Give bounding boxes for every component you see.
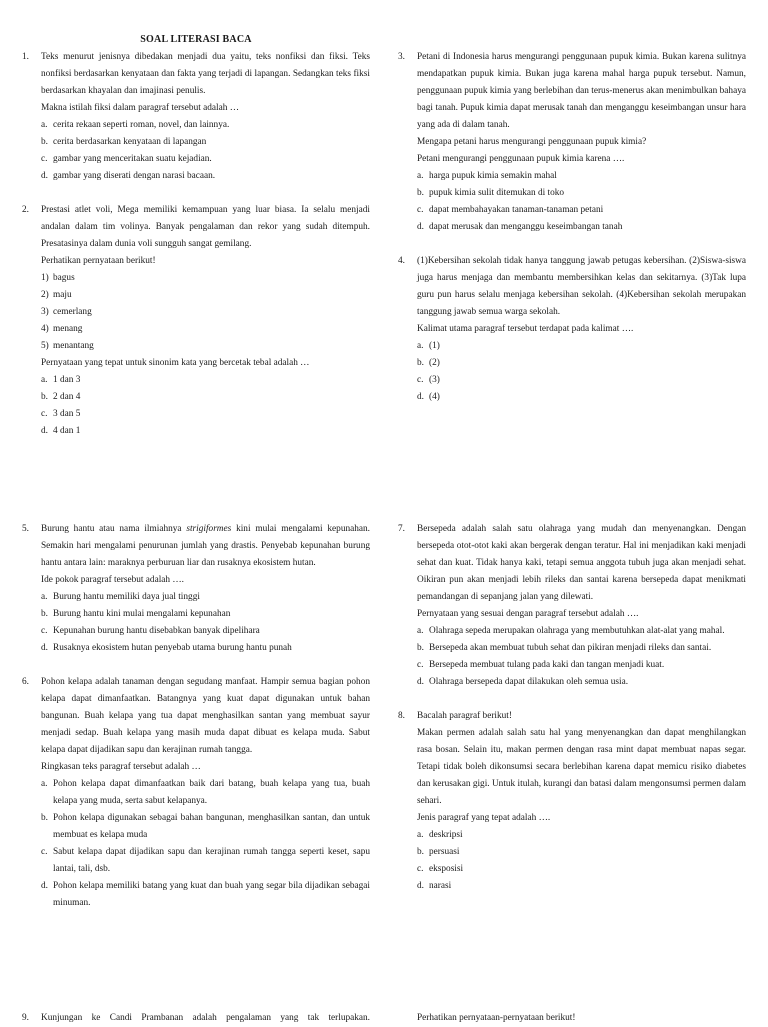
- option-letter: c.: [41, 626, 48, 636]
- statement-number: 1): [41, 273, 49, 283]
- option-letter: d.: [417, 677, 424, 687]
- option-text: (3): [429, 375, 440, 385]
- answer-option-a[interactable]: [41, 589, 370, 606]
- question-5: [22, 521, 370, 657]
- answer-option-b[interactable]: [417, 640, 746, 657]
- answer-option-d[interactable]: [417, 219, 746, 236]
- question-number: 7.: [398, 524, 405, 534]
- option-letter: d.: [417, 222, 424, 232]
- passage-text: kini mulai mengalami kepunahan. Semakin hari mengalami penurunan jumlah yang drastis. Penyebab kepunahan burung hantu antara lain: maraknya perburuan liar dan rusaknya ekosistem hutan.: [41, 524, 370, 568]
- answer-option-c[interactable]: [41, 844, 370, 878]
- question-8: [398, 708, 746, 895]
- option-letter: b.: [41, 609, 48, 619]
- question-passage: [41, 521, 370, 572]
- question-number: 5.: [22, 524, 29, 534]
- option-letter: a.: [41, 779, 48, 789]
- option-text: Olahraga bersepeda dapat dilakukan oleh semua usia.: [429, 677, 629, 687]
- answer-option-d[interactable]: [41, 168, 370, 185]
- option-letter: d.: [417, 392, 424, 402]
- question-7: [398, 521, 746, 691]
- question-number: 1.: [22, 52, 29, 62]
- question-text: Mengapa petani harus mengurangi penggunaan pupuk kimia?: [417, 137, 647, 147]
- question-prompt: Kalimat utama paragraf tersebut terdapat pada kalimat ….: [417, 324, 634, 334]
- answer-option-b[interactable]: [41, 810, 370, 844]
- option-text: Burung hantu memiliki daya jual tinggi: [53, 592, 200, 602]
- statement-text: cemerlang: [53, 307, 92, 317]
- option-text: Bersepeda membuat tulang pada kaki dan tangan menjadi kuat.: [429, 660, 665, 670]
- scientific-name: strigiformes: [186, 524, 232, 534]
- answer-option-b[interactable]: [41, 389, 370, 406]
- answer-option-a[interactable]: [417, 168, 746, 185]
- statement-number: 2): [41, 290, 49, 300]
- question-1: [22, 49, 370, 185]
- option-text: Sabut kelapa dapat dijadikan sapu dan kerajinan rumah tangga seperti keset, sapu lantai, tali, dsb.: [53, 847, 370, 874]
- question-prompt: Pernyataan yang tepat untuk sinonim kata yang bercetak tebal adalah …: [41, 358, 310, 368]
- question-number: 3.: [398, 52, 405, 62]
- answer-option-d[interactable]: [417, 674, 746, 691]
- answer-option-a[interactable]: [41, 372, 370, 389]
- option-letter: d.: [41, 881, 48, 891]
- option-text: cerita rekaan seperti roman, novel, dan lainnya.: [53, 120, 230, 130]
- answer-option-c[interactable]: [417, 202, 746, 219]
- option-letter: a.: [41, 592, 48, 602]
- option-text: cerita berdasarkan kenyataan di lapangan: [53, 137, 207, 147]
- option-letter: c.: [41, 409, 48, 419]
- option-letter: c.: [41, 154, 48, 164]
- option-letter: a.: [417, 341, 424, 351]
- question-passage: Pohon kelapa adalah tanaman dengan segudang manfaat. Hampir semua bagian pohon kelapa dapat dimanfaatkan. Batangnya yang kuat dapat digunakan untuk bahan bangunan. Buah kelapa yang tua dapat menghasilkan santan yang membuat sayur menjadi sedap. Buah kelapa yang masih muda dapat dibuat es kelapa muda. Sabut kelapa dapat dijadikan sapu dan kerajinan rumah tangga.: [41, 677, 370, 755]
- question-2: [22, 202, 370, 440]
- option-letter: b.: [41, 392, 48, 402]
- option-letter: b.: [417, 643, 424, 653]
- question-9: [22, 1010, 370, 1027]
- option-letter: d.: [417, 881, 424, 891]
- question-10: [398, 1010, 746, 1027]
- option-letter: c.: [417, 864, 424, 874]
- option-text: Pohon kelapa digunakan sebagai bahan bangunan, menghasilkan santan, dan untuk membuat es kelapa muda: [53, 813, 370, 840]
- option-letter: a.: [41, 375, 48, 385]
- option-text: Bersepeda akan membuat tubuh sehat dan pikiran menjadi rileks dan santai.: [429, 643, 712, 653]
- passage-text: Burung hantu atau nama ilmiahnya: [41, 524, 187, 534]
- answer-option-c[interactable]: [417, 657, 746, 674]
- statement-item: [41, 338, 370, 355]
- option-text: 2 dan 4: [53, 392, 81, 402]
- question-passage: Prestasi atlet voli, Mega memiliki kemampuan yang luar biasa. Ia selalu menjadi andalan dalam tim volinya. Banyak pengalaman dan rekor yang sudah ditempuh. Presatasinya dalam dunia voli sungguh sangat gemilang.: [41, 205, 370, 249]
- statement-list: [41, 270, 370, 355]
- option-text: eksposisi: [429, 864, 464, 874]
- question-number: 2.: [22, 205, 29, 215]
- option-text: Rusaknya ekosistem hutan penyebab utama burung hantu punah: [53, 643, 292, 653]
- statement-item: [41, 304, 370, 321]
- statement-item: [41, 270, 370, 287]
- option-letter: b.: [41, 137, 48, 147]
- option-text: dapat merusak dan menganggu keseimbangan tanah: [429, 222, 623, 232]
- option-text: gambar yang menceritakan suatu kejadian.: [53, 154, 212, 164]
- option-letter: a.: [41, 120, 48, 130]
- option-text: Pohon kelapa dapat dimanfaatkan baik dari batang, buah kelapa yang tua, buah kelapa yang muda, serta sabut kelapanya.: [53, 779, 370, 806]
- answer-option-b[interactable]: [417, 185, 746, 202]
- question-number: 8.: [398, 711, 405, 721]
- question-number: 4.: [398, 256, 405, 266]
- option-letter: a.: [417, 171, 424, 181]
- question-3: [398, 49, 746, 236]
- option-text: deskripsi: [429, 830, 463, 840]
- option-text: Olahraga sepeda merupakan olahraga yang membutuhkan alat-alat yang mahal.: [429, 626, 725, 636]
- question-prompt: Ringkasan teks paragraf tersebut adalah …: [41, 762, 201, 772]
- option-text: pupuk kimia sulit ditemukan di toko: [429, 188, 565, 198]
- question-prompt: Ide pokok paragraf tersebut adalah ….: [41, 575, 185, 585]
- option-letter: b.: [417, 188, 424, 198]
- question-passage: Makan permen adalah salah satu hal yang menyenangkan dan dapat menghilangkan rasa bosan. Selain itu, makan permen dengan rasa mint dapat membuat napas segar. Tetapi tidak boleh dikonsumsi secara berlebihan karena dapat memicu risiko diabetes dan kerusakan gigi. Untuk itulah, kurangi dan batasi dalam mengonsumsi permen dalam sehari.: [417, 728, 746, 806]
- question-prompt: Pernyataan yang sesuai dengan paragraf tersebut adalah ….: [417, 609, 639, 619]
- option-text: persuasi: [429, 847, 460, 857]
- answer-option-a[interactable]: [417, 827, 746, 844]
- option-text: 1 dan 3: [53, 375, 81, 385]
- option-letter: c.: [417, 660, 424, 670]
- option-letter: b.: [417, 847, 424, 857]
- statement-number: 5): [41, 341, 49, 351]
- question-number: 6.: [22, 677, 29, 687]
- question-intro: Perhatikan pernyataan-pernyataan berikut!: [417, 1013, 576, 1023]
- option-text: Burung hantu kini mulai mengalami kepunahan: [53, 609, 231, 619]
- answer-option-c[interactable]: [41, 151, 370, 168]
- option-text: 4 dan 1: [53, 426, 81, 436]
- option-text: 3 dan 5: [53, 409, 81, 419]
- option-text: gambar yang diserati dengan narasi bacaan.: [53, 171, 216, 181]
- question-number: 9.: [22, 1013, 29, 1023]
- answer-option-d[interactable]: [41, 640, 370, 657]
- answer-option-d[interactable]: [417, 878, 746, 895]
- answer-option-b[interactable]: [41, 606, 370, 623]
- statement-text: menang: [53, 324, 83, 334]
- answer-option-b[interactable]: [41, 134, 370, 151]
- question-intro: Perhatikan pernyataan berikut!: [41, 256, 156, 266]
- statement-number: 3): [41, 307, 49, 317]
- answer-option-c[interactable]: [41, 623, 370, 640]
- statement-number: 4): [41, 324, 49, 334]
- option-text: harga pupuk kimia semakin mahal: [429, 171, 557, 181]
- page-title: SOAL LITERASI BACA: [140, 34, 252, 45]
- option-letter: d.: [41, 171, 48, 181]
- option-text: Pohon kelapa memiliki batang yang kuat dan buah yang segar bila dijadikan sebagai minuman.: [53, 881, 370, 908]
- statement-text: menantang: [53, 341, 94, 351]
- question-passage: Kunjungan ke Candi Prambanan adalah pengalaman yang tak terlupakan.: [41, 1013, 370, 1023]
- question-intro: Bacalah paragraf berikut!: [417, 711, 512, 721]
- answer-option-a[interactable]: [417, 338, 746, 355]
- option-letter: d.: [41, 426, 48, 436]
- option-letter: d.: [41, 643, 48, 653]
- answer-option-d[interactable]: [41, 878, 370, 912]
- option-text: narasi: [429, 881, 452, 891]
- option-letter: c.: [417, 375, 424, 385]
- question-passage: (1)Kebersihan sekolah tidak hanya tanggung jawab petugas kebersihan. (2)Siswa-siswa juga harus menjaga dan membantu membersihkan kelas dan sekitarnya. (3)Tak lupa guru pun harus selalu menjaga kebersihan sekolah. (4)Kebersihan sekolah merupakan tanggung jawab semua warga sekolah.: [417, 256, 746, 317]
- statement-item: [41, 287, 370, 304]
- question-prompt: Jenis paragraf yang tepat adalah ….: [417, 813, 551, 823]
- option-letter: a.: [417, 830, 424, 840]
- question-4: [398, 253, 746, 406]
- statement-text: bagus: [53, 273, 75, 283]
- statement-item: [41, 321, 370, 338]
- answer-option-a[interactable]: [41, 776, 370, 810]
- option-text: (1): [429, 341, 440, 351]
- answer-option-c[interactable]: [417, 861, 746, 878]
- option-letter: a.: [417, 626, 424, 636]
- option-text: (4): [429, 392, 440, 402]
- question-passage: Bersepeda adalah salah satu olahraga yang mudah dan menyenangkan. Dengan bersepeda otot-otot kaki akan bergerak dengan teratur. Hal ini menjadikan kaki menjadi sehat dan kuat. Tidak hanya kaki, tetapi semua anggota tubuh juga akan menjadi sehat. Oikiran pun akan menjadi lebih rileks dan santai karena bersepeda dapat menikmati pemandangan di sepanjang jalan yang dilewati.: [417, 524, 746, 602]
- option-letter: b.: [417, 358, 424, 368]
- answer-option-d[interactable]: [41, 423, 370, 440]
- question-prompt: Petani mengurangi penggunaan pupuk kimia karena ….: [417, 154, 625, 164]
- question-6: [22, 674, 370, 912]
- option-letter: b.: [41, 813, 48, 823]
- answer-option-c[interactable]: [417, 372, 746, 389]
- answer-option-c[interactable]: [41, 406, 370, 423]
- option-text: Kepunahan burung hantu disebabkan banyak dipelihara: [53, 626, 260, 636]
- statement-text: maju: [53, 290, 72, 300]
- question-passage: Petani di Indonesia harus mengurangi penggunaan pupuk kimia. Bukan karena sulitnya mendapatkan pupuk kimia. Bukan juga karena mahal harga pupuk tersebut. Namun, penggunaan pupuk kimia yang berlebihan dan terus-menerus akan menimbulkan bahaya bagi tanah. Pupuk kimia dapat merusak tanah dan menganggu keseimbangan unsur hara yang ada di dalam tanah.: [417, 52, 746, 130]
- option-letter: c.: [417, 205, 424, 215]
- answer-option-d[interactable]: [417, 389, 746, 406]
- question-passage: Teks menurut jenisnya dibedakan menjadi dua yaitu, teks nonfiksi dan fiksi. Teks nonfiksi berdasarkan kenyataan dan fakta yang terjadi di lapangan. Sedangkan teks fiksi berdasarkan khayalan dan imajinasi penulis.: [41, 52, 370, 96]
- answer-option-a[interactable]: [41, 117, 370, 134]
- answer-option-b[interactable]: [417, 355, 746, 372]
- answer-option-a[interactable]: [417, 623, 746, 640]
- option-letter: c.: [41, 847, 48, 857]
- answer-option-b[interactable]: [417, 844, 746, 861]
- question-prompt: Makna istilah fiksi dalam paragraf tersebut adalah …: [41, 103, 240, 113]
- option-text: (2): [429, 358, 440, 368]
- option-text: dapat membahayakan tanaman-tanaman petani: [429, 205, 604, 215]
